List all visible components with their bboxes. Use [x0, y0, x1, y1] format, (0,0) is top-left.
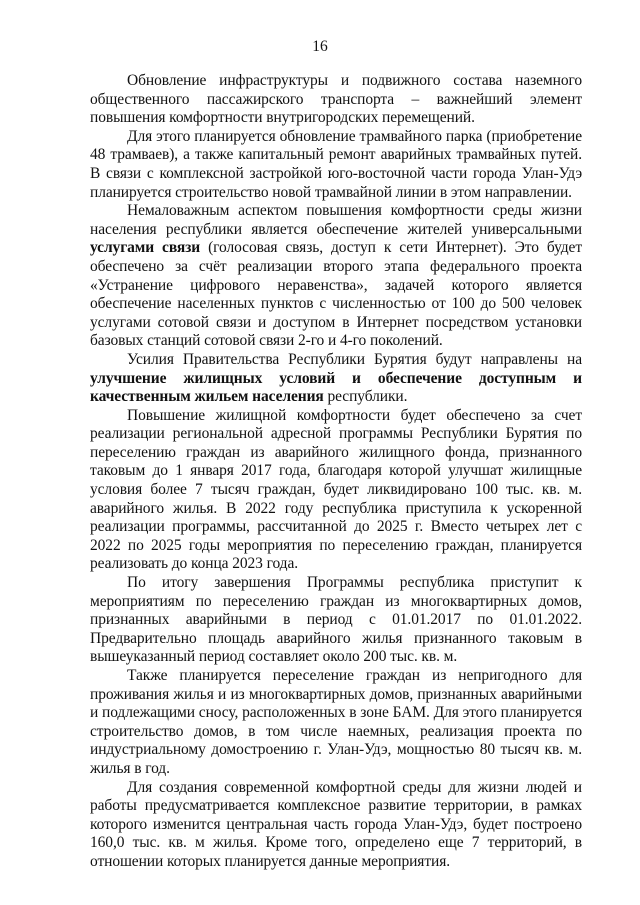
paragraph-text: Немаловажным аспектом повышения комфортности среды жизни населения республики является обеспечение жителей универсальными: [90, 202, 582, 238]
paragraph-text: Усилия Правительства Республики Бурятия будут направлены на: [127, 350, 582, 368]
body-text: [90, 72, 582, 872]
paragraph-public-transport: Обновление инфраструктуры и подвижного состава наземного общественного пассажирского транспорта – важнейший элемент повышения комфортности внутригородских перемещений.: [90, 72, 582, 127]
paragraph-housing-conditions: [90, 351, 582, 407]
bold-phrase: услугами связи: [90, 239, 201, 257]
bold-phrase: улучшение жилищных условий и обеспечение доступным и качественным жильем населения: [90, 369, 582, 406]
paragraph-program-completion: По итогу завершения Программы республика приступит к мероприятиям по переселению граждан из многоквартирных домов, признанных аварийными в период с 01.01.2017 по 01.01.2022. Предварительно площадь аварийного жилья признанного таковым в вышеуказанный период составляет около 200 тыс. кв. м.: [90, 574, 582, 666]
paragraph-text: республики.: [323, 388, 408, 406]
paragraph-text: (голосовая связь, доступ к сети Интернет). Это будет обеспечено за счёт реализации второго этапа федерального проекта «Устранение цифрового неравенства», задачей которого является обеспечение населенных пунктов с численностью от 100 до 500 человек услугами сотовой связи и доступом в Интернет посредством установки базовых станций сотовой связи 2-го и 4-го поколений.: [90, 239, 582, 350]
paragraph-communication-services: [90, 202, 582, 351]
paragraph-resettlement-program: Повышение жилищной комфортности будет обеспечено за счет реализации региональной адресной программы Республики Бурятия по переселению граждан из аварийного жилищного фонда, признанного таковым до 1 января 2017 года, благодаря которой улучшат жилищные условия более 7 тысяч граждан, будет ликвидировано 100 тыс. кв. м. аварийного жилья. В 2022 году республика приступила к ускоренной реализации программы, рассчитанной до 2025 г. Вместо четырех лет с 2022 по 2025 годы мероприятия по переселению граждан, планируется реализовать до конца 2023 года.: [90, 406, 582, 573]
paragraph-tram-renewal: Для этого планируется обновление трамвайного парка (приобретение 48 трамваев), а также капитальный ремонт аварийных трамвайных путей. В связи с комплексной застройкой юго-восточной части города Улан-Удэ планируется строительство новой трамвайной линии в этом направлении.: [90, 127, 582, 201]
page-number: 16: [312, 38, 328, 55]
paragraph-territory-development: Для создания современной комфортной среды для жизни людей и работы предусматривается комплексное развитие территории, в рамках которого изменится центральная часть города Улан-Удэ, будет построено 160,0 тыс. кв. м жилья. Кроме того, определено еще 7 территорий, в отношении которых планируется данные мероприятия.: [90, 778, 582, 870]
paragraph-bam-zone: Также планируется переселение граждан из непригодного для проживания жилья и из многоквартирных домов, признанных аварийными и подлежащими сносу, расположенных в зоне БАМ. Для этого планируется строительство домов, в том числе наемных, реализация проекта по индустриальному домостроению г. Улан-Удэ, мощностью 80 тысяч кв. м. жилья в год.: [90, 667, 582, 777]
